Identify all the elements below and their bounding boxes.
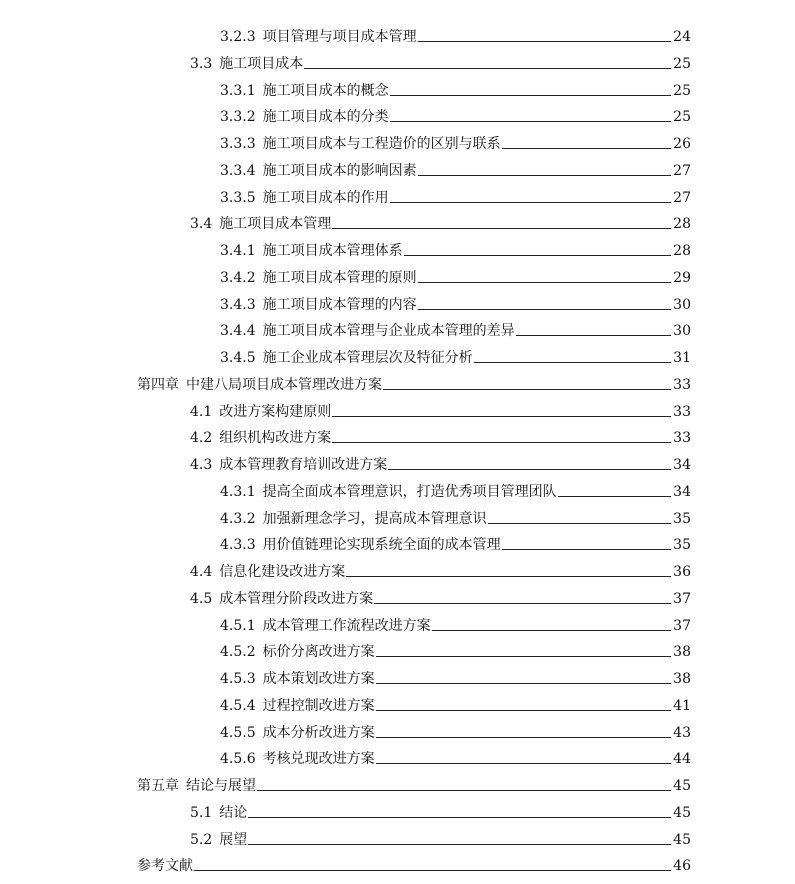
toc-entry-number: 3.4.4 bbox=[220, 323, 256, 340]
toc-dot-leader bbox=[248, 844, 671, 845]
toc-entry-page-number: 36 bbox=[673, 564, 691, 580]
toc-dot-leader bbox=[390, 95, 671, 96]
toc-entry-line bbox=[190, 55, 691, 73]
toc-entry-page-number: 27 bbox=[673, 162, 691, 179]
toc-entry-line bbox=[220, 697, 691, 715]
toc-entry[interactable] bbox=[0, 667, 795, 694]
toc-entry[interactable] bbox=[0, 346, 795, 373]
toc-entry-title: 用价值链理论实现系统全面的成本管理 bbox=[262, 537, 501, 554]
toc-entry-page-number: 30 bbox=[673, 323, 691, 340]
toc-entry-page-number: 38 bbox=[673, 671, 691, 687]
toc-entry-number: 4.5.1 bbox=[220, 617, 256, 634]
toc-entry[interactable] bbox=[0, 159, 795, 186]
toc-entry[interactable] bbox=[0, 587, 795, 614]
toc-entry-number: 4.5.5 bbox=[220, 724, 256, 741]
toc-entry-number: 4.5.6 bbox=[220, 751, 256, 768]
toc-entry-title: 考核兑现改进方案 bbox=[262, 751, 375, 768]
toc-entry-title: 提高全面成本管理意识，打造优秀项目管理团队 bbox=[262, 483, 557, 500]
toc-entry-page-number: 37 bbox=[673, 617, 691, 634]
toc-entry-number: 3.3.1 bbox=[220, 82, 256, 99]
toc-entry[interactable] bbox=[0, 373, 795, 400]
toc-dot-leader bbox=[488, 523, 671, 524]
toc-entry-title: 施工项目成本的概念 bbox=[262, 82, 389, 99]
toc-entry-title: 成本管理分阶段改进方案 bbox=[219, 590, 374, 607]
toc-dot-leader bbox=[516, 335, 671, 336]
toc-dot-leader bbox=[383, 389, 671, 390]
toc-entry-page-number: 46 bbox=[673, 858, 691, 875]
toc-entry-title: 参考文献 bbox=[137, 858, 193, 875]
toc-entry-line bbox=[220, 296, 691, 314]
toc-entry-number: 4.5.3 bbox=[220, 671, 256, 687]
toc-entry-page-number: 37 bbox=[673, 590, 691, 607]
toc-entry[interactable] bbox=[0, 52, 795, 79]
toc-entry-number: 4.3.3 bbox=[220, 537, 256, 554]
toc-entry-page-number: 35 bbox=[673, 510, 691, 527]
toc-entry-page-number: 34 bbox=[673, 483, 691, 500]
toc-dot-leader bbox=[376, 737, 671, 738]
toc-entry-title: 施工项目成本管理 bbox=[219, 216, 332, 233]
toc-entry-line bbox=[220, 189, 691, 207]
toc-dot-leader bbox=[376, 683, 671, 684]
toc-entry-line bbox=[220, 162, 691, 180]
toc-entry-line bbox=[190, 563, 691, 581]
toc-dot-leader bbox=[257, 790, 671, 791]
toc-entry[interactable] bbox=[0, 614, 795, 641]
toc-entry[interactable] bbox=[0, 25, 795, 52]
toc-entry-number: 3.4.1 bbox=[220, 243, 256, 259]
toc-entry-line bbox=[220, 269, 691, 287]
toc-entry-line bbox=[137, 777, 691, 795]
toc-entry-line bbox=[137, 857, 691, 875]
toc-entry-title: 过程控制改进方案 bbox=[262, 697, 375, 714]
toc-entry-line bbox=[220, 135, 691, 153]
toc-dot-leader bbox=[376, 763, 671, 764]
toc-entry-number: 4.3.2 bbox=[220, 510, 256, 527]
toc-entry[interactable] bbox=[0, 239, 795, 266]
toc-dot-leader bbox=[418, 282, 671, 283]
toc-entry-title: 标价分离改进方案 bbox=[262, 644, 375, 661]
toc-dot-leader bbox=[418, 175, 671, 176]
toc-dot-leader bbox=[374, 603, 671, 604]
toc-dot-leader bbox=[432, 630, 671, 631]
toc-entry-title: 施工项目成本的分类 bbox=[262, 109, 389, 126]
toc-entry[interactable] bbox=[0, 694, 795, 721]
toc-entry-line bbox=[220, 670, 691, 688]
toc-dot-leader bbox=[332, 228, 671, 229]
toc-entry-number: 4.2 bbox=[190, 430, 213, 447]
toc-entry[interactable] bbox=[0, 480, 795, 507]
toc-dot-leader bbox=[558, 496, 671, 497]
toc-dot-leader bbox=[390, 121, 671, 122]
toc-entry-page-number: 44 bbox=[673, 751, 691, 768]
toc-entry[interactable] bbox=[0, 293, 795, 320]
toc-entry-line bbox=[220, 82, 691, 100]
toc-entry[interactable] bbox=[0, 747, 795, 774]
toc-entry-line bbox=[190, 403, 691, 421]
toc-entry-title: 成本策划改进方案 bbox=[262, 671, 375, 687]
toc-entry-number: 3.3 bbox=[190, 55, 213, 72]
toc-dot-leader bbox=[418, 309, 671, 310]
toc-dot-leader bbox=[502, 549, 671, 550]
toc-entry-line bbox=[190, 804, 691, 822]
toc-entry[interactable] bbox=[0, 453, 795, 480]
toc-entry-title: 中建八局项目成本管理改进方案 bbox=[186, 376, 382, 393]
toc-entry-line bbox=[220, 617, 691, 635]
toc-entry-page-number: 26 bbox=[673, 136, 691, 152]
toc-entry-page-number: 38 bbox=[673, 644, 691, 661]
toc-entry-line bbox=[220, 724, 691, 742]
toc-entry-line bbox=[220, 322, 691, 340]
toc-entry-page-number: 41 bbox=[673, 697, 691, 714]
toc-entry-number: 3.3.2 bbox=[220, 109, 256, 126]
toc-dot-leader bbox=[404, 255, 671, 256]
toc-entry[interactable] bbox=[0, 426, 795, 453]
toc-entry-number: 3.3.4 bbox=[220, 162, 256, 179]
toc-dot-leader bbox=[474, 362, 671, 363]
toc-entry-title: 施工项目成本管理与企业成本管理的差异 bbox=[262, 323, 515, 340]
toc-entry-page-number: 43 bbox=[673, 724, 691, 741]
toc-dot-leader bbox=[390, 202, 671, 203]
toc-entry-page-number: 45 bbox=[673, 778, 691, 794]
toc-entry-title: 施工项目成本管理的内容 bbox=[262, 296, 417, 313]
toc-entry-number: 5.1 bbox=[190, 804, 213, 821]
toc-entry[interactable] bbox=[0, 774, 795, 801]
toc-entry-title: 改进方案构建原则 bbox=[219, 403, 332, 420]
toc-entry-number: 4.4 bbox=[190, 564, 213, 580]
toc-entry[interactable] bbox=[0, 400, 795, 427]
toc-entry-number: 3.2.3 bbox=[220, 29, 256, 45]
toc-entry-line bbox=[220, 242, 691, 260]
toc-entry-line bbox=[220, 643, 691, 661]
toc-entry[interactable] bbox=[0, 266, 795, 293]
toc-entry[interactable] bbox=[0, 828, 795, 855]
toc-entry-title: 成本管理工作流程改进方案 bbox=[262, 617, 431, 634]
toc-entry[interactable] bbox=[0, 186, 795, 213]
table-of-contents bbox=[0, 25, 795, 881]
toc-entry[interactable] bbox=[0, 507, 795, 534]
toc-entry-line bbox=[220, 28, 691, 46]
toc-entry-page-number: 25 bbox=[673, 82, 691, 99]
toc-entry-number: 3.3.3 bbox=[220, 136, 256, 152]
toc-entry-title: 展望 bbox=[219, 831, 248, 848]
toc-entry[interactable] bbox=[0, 560, 795, 587]
toc-entry-title: 组织机构改进方案 bbox=[219, 430, 332, 447]
toc-entry-title: 施工项目成本的影响因素 bbox=[262, 162, 417, 179]
toc-entry-number: 3.3.5 bbox=[220, 189, 256, 206]
toc-entry-page-number: 34 bbox=[673, 457, 691, 473]
toc-entry-page-number: 25 bbox=[673, 55, 691, 72]
toc-dot-leader bbox=[332, 416, 671, 417]
toc-entry-page-number: 27 bbox=[673, 189, 691, 206]
toc-entry-page-number: 29 bbox=[673, 269, 691, 286]
toc-dot-leader bbox=[304, 68, 671, 69]
toc-dot-leader bbox=[388, 469, 671, 470]
toc-entry-number: 3.4 bbox=[190, 216, 213, 233]
toc-entry-line bbox=[190, 429, 691, 447]
toc-entry-title: 项目管理与项目成本管理 bbox=[262, 29, 417, 45]
toc-dot-leader bbox=[332, 442, 671, 443]
toc-entry[interactable] bbox=[0, 319, 795, 346]
toc-entry-page-number: 28 bbox=[673, 243, 691, 259]
toc-entry-page-number: 30 bbox=[673, 296, 691, 313]
toc-entry-line bbox=[190, 215, 691, 233]
toc-entry[interactable] bbox=[0, 212, 795, 239]
toc-entry-line bbox=[220, 510, 691, 528]
toc-entry-number: 3.4.3 bbox=[220, 296, 256, 313]
toc-entry-line bbox=[137, 376, 691, 394]
toc-entry-number: 3.4.2 bbox=[220, 269, 256, 286]
toc-entry-title: 施工项目成本管理体系 bbox=[262, 243, 403, 259]
toc-entry[interactable] bbox=[0, 721, 795, 748]
toc-entry-title: 成本分析改进方案 bbox=[262, 724, 375, 741]
toc-entry-title: 施工企业成本管理层次及特征分析 bbox=[262, 350, 473, 366]
toc-entry-line bbox=[190, 456, 691, 474]
toc-entry-number: 4.3.1 bbox=[220, 483, 256, 500]
toc-entry[interactable] bbox=[0, 132, 795, 159]
toc-entry-title: 施工项目成本 bbox=[219, 55, 304, 72]
toc-entry-page-number: 33 bbox=[673, 403, 691, 420]
toc-entry-number: 第四章 bbox=[137, 376, 179, 393]
toc-entry-page-number: 24 bbox=[673, 29, 691, 45]
toc-entry-page-number: 33 bbox=[673, 430, 691, 447]
toc-dot-leader bbox=[194, 870, 671, 871]
toc-entry-page-number: 45 bbox=[673, 831, 691, 848]
toc-entry-page-number: 31 bbox=[673, 350, 691, 366]
toc-entry-line bbox=[190, 590, 691, 608]
toc-entry-number: 4.5.4 bbox=[220, 697, 256, 714]
toc-entry-title: 信息化建设改进方案 bbox=[219, 564, 346, 580]
toc-entry-page-number: 45 bbox=[673, 804, 691, 821]
toc-dot-leader bbox=[418, 41, 671, 42]
toc-entry-page-number: 28 bbox=[673, 216, 691, 233]
toc-entry-number: 4.3 bbox=[190, 457, 213, 473]
toc-entry-title: 施工项目成本与工程造价的区别与联系 bbox=[262, 136, 501, 152]
toc-dot-leader bbox=[346, 576, 671, 577]
toc-entry[interactable] bbox=[0, 105, 795, 132]
toc-dot-leader bbox=[376, 656, 671, 657]
toc-entry-number: 3.4.5 bbox=[220, 350, 256, 366]
toc-entry[interactable] bbox=[0, 79, 795, 106]
toc-entry[interactable] bbox=[0, 854, 795, 881]
toc-entry-page-number: 25 bbox=[673, 109, 691, 126]
toc-entry[interactable] bbox=[0, 801, 795, 828]
toc-entry-line bbox=[220, 108, 691, 126]
toc-entry[interactable] bbox=[0, 640, 795, 667]
toc-entry-number: 5.2 bbox=[190, 831, 213, 848]
toc-dot-leader bbox=[376, 710, 671, 711]
toc-entry-line bbox=[220, 750, 691, 768]
toc-entry[interactable] bbox=[0, 533, 795, 560]
toc-entry-page-number: 33 bbox=[673, 376, 691, 393]
toc-entry-number: 第五章 bbox=[137, 778, 179, 794]
toc-entry-title: 施工项目成本管理的原则 bbox=[262, 269, 417, 286]
toc-entry-title: 成本管理教育培训改进方案 bbox=[219, 457, 388, 473]
toc-entry-title: 施工项目成本的作用 bbox=[262, 189, 389, 206]
toc-dot-leader bbox=[248, 817, 671, 818]
toc-entry-number: 4.5.2 bbox=[220, 644, 256, 661]
toc-entry-page-number: 35 bbox=[673, 537, 691, 554]
toc-entry-title: 结论 bbox=[219, 804, 248, 821]
toc-entry-line bbox=[220, 483, 691, 501]
toc-entry-line bbox=[190, 831, 691, 849]
toc-entry-line bbox=[220, 536, 691, 554]
toc-entry-title: 结论与展望 bbox=[186, 778, 256, 794]
toc-entry-number: 4.1 bbox=[190, 403, 213, 420]
toc-entry-title: 加强新理念学习，提高成本管理意识 bbox=[262, 510, 487, 527]
toc-entry-line bbox=[220, 349, 691, 367]
toc-dot-leader bbox=[502, 148, 671, 149]
toc-entry-number: 4.5 bbox=[190, 590, 213, 607]
